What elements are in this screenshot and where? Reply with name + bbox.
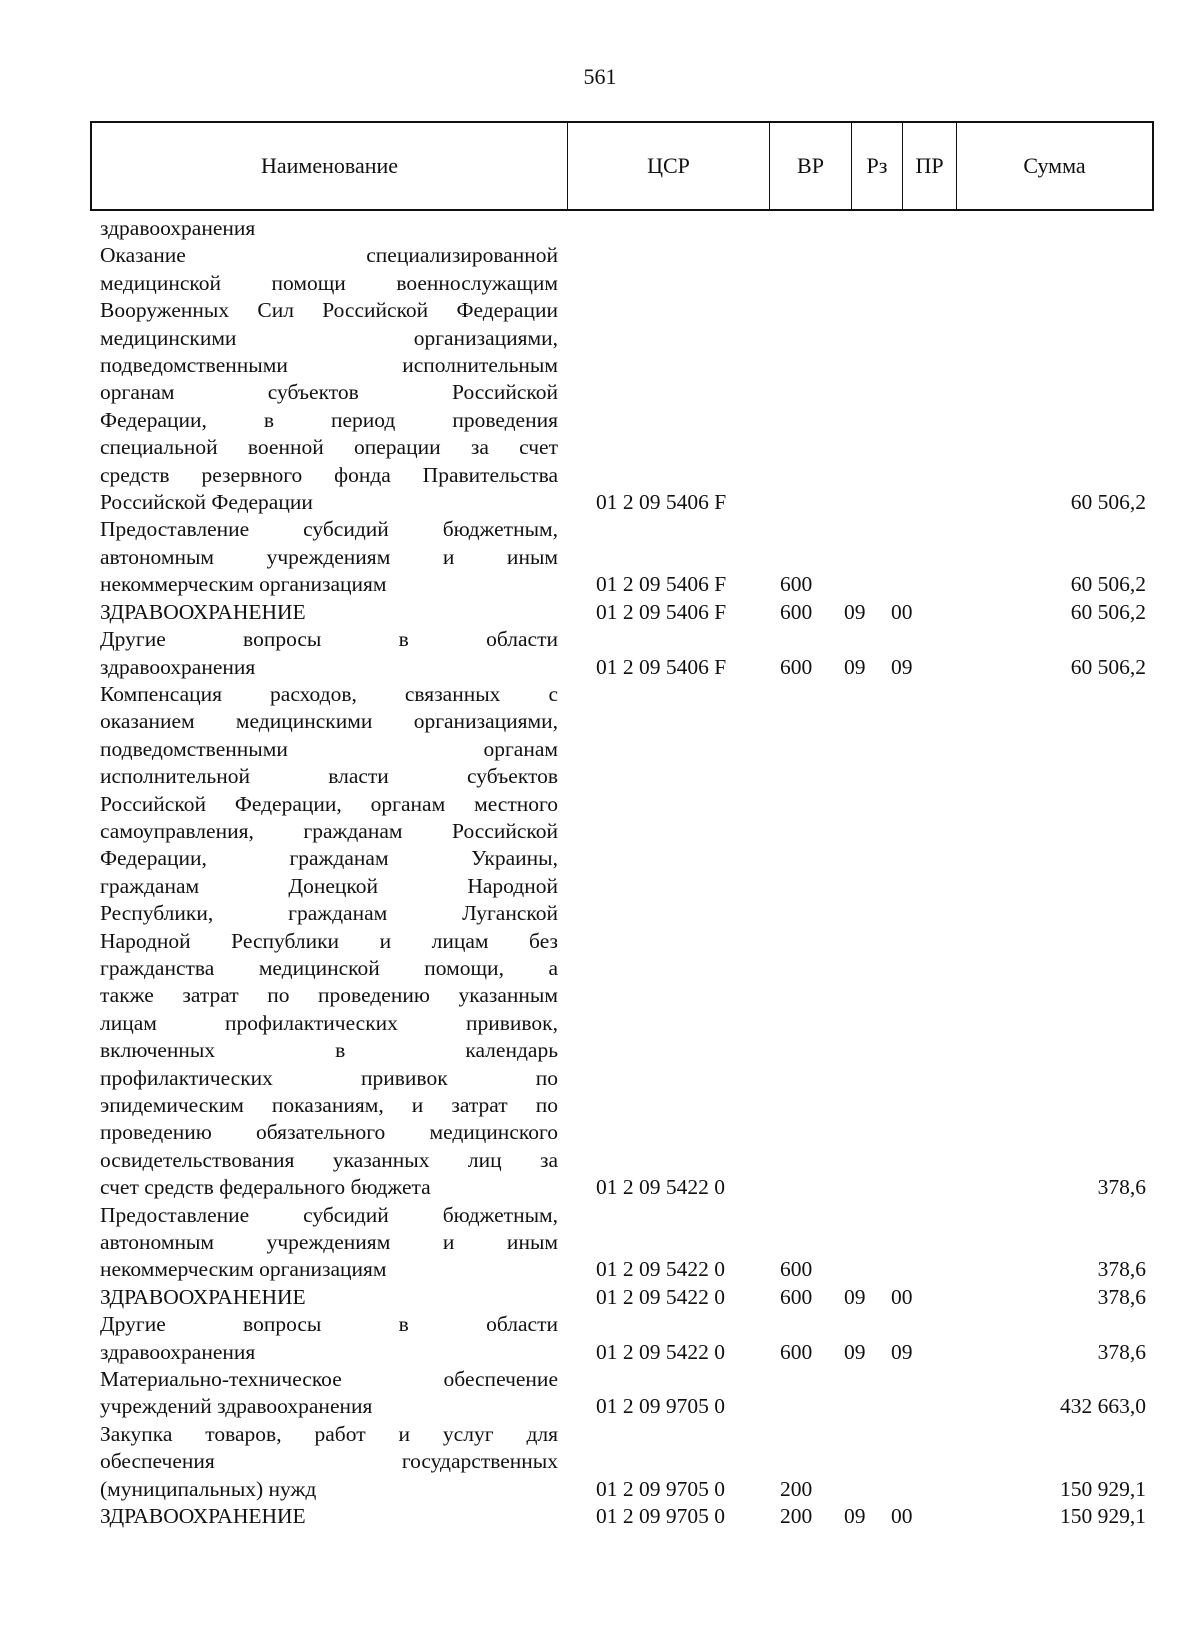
row-vr: 200	[780, 1504, 813, 1529]
table-row	[100, 1284, 1146, 1311]
row-name-line: медицинскими организациями,	[100, 325, 558, 350]
table-row	[100, 1421, 1146, 1503]
header-pr: ПР	[903, 123, 957, 209]
row-name-line: ЗДРАВООХРАНЕНИЕ	[100, 1504, 306, 1529]
row-name-line: учреждений здравоохранения	[100, 1394, 373, 1419]
row-csr: 01 2 09 5406 F	[596, 599, 727, 624]
row-name-line: исполнительной власти субъектов	[100, 764, 558, 789]
table-row	[100, 516, 1146, 598]
row-name-line: автономным учреждениям и иным	[100, 1230, 558, 1255]
header-csr: ЦСР	[568, 123, 770, 209]
table-row	[100, 1311, 1146, 1366]
row-name-line: Оказание специализированной	[100, 243, 558, 268]
row-name-line: включенных в календарь	[100, 1038, 558, 1063]
row-name-line: самоуправления, гражданам Российской	[100, 818, 558, 843]
table-header	[90, 121, 1154, 211]
row-csr: 01 2 09 9705 0	[596, 1476, 725, 1501]
row-sum: 378,6	[1097, 1175, 1146, 1200]
row-name	[100, 1366, 558, 1421]
header-rz: Рз	[852, 123, 903, 209]
row-vr: 600	[780, 654, 813, 679]
row-name-line: Российской Федерации, органам местного	[100, 791, 558, 816]
table-row	[100, 599, 1146, 626]
row-pr: 09	[891, 654, 913, 679]
row-name-line: ЗДРАВООХРАНЕНИЕ	[100, 599, 306, 624]
row-name-line: лицам профилактических прививок,	[100, 1010, 558, 1035]
row-name-line: Компенсация расходов, связанных с	[100, 681, 558, 706]
row-sum: 60 506,2	[1070, 572, 1146, 597]
row-vr: 600	[780, 1284, 813, 1309]
row-name	[100, 599, 558, 626]
table-body	[100, 215, 1146, 1531]
row-sum: 432 663,0	[1060, 1394, 1146, 1419]
row-rz: 09	[844, 1284, 866, 1309]
table-row	[100, 1503, 1146, 1530]
table-row	[100, 1366, 1146, 1421]
row-rz: 09	[844, 654, 866, 679]
row-name-line: подведомственными органам	[100, 736, 558, 761]
row-csr: 01 2 09 9705 0	[596, 1504, 725, 1529]
row-rz: 09	[844, 599, 866, 624]
row-name-line: средств резервного фонда Правительства	[100, 462, 558, 487]
row-name-line: некоммерческим организациям	[100, 572, 387, 597]
table-row	[100, 626, 1146, 681]
row-csr: 01 2 09 5422 0	[596, 1339, 725, 1364]
row-name-line: ЗДРАВООХРАНЕНИЕ	[100, 1284, 306, 1309]
row-sum: 378,6	[1097, 1339, 1146, 1364]
page-number: 561	[583, 64, 617, 89]
row-vr: 200	[780, 1476, 813, 1501]
row-name-line: проведению обязательного медицинского	[100, 1120, 558, 1145]
row-csr: 01 2 09 5406 F	[596, 490, 727, 515]
row-name-line: Республики, гражданам Луганской	[100, 901, 558, 926]
row-name-line: гражданства медицинской помощи, а	[100, 955, 558, 980]
row-name-line: эпидемическим показаниям, и затрат по	[100, 1093, 558, 1117]
row-vr: 600	[780, 1339, 813, 1364]
row-name-line: счет средств федерального бюджета	[100, 1175, 431, 1200]
row-name-line: Предоставление субсидий бюджетным,	[100, 517, 558, 542]
row-name-line: некоммерческим организациям	[100, 1257, 387, 1282]
row-csr: 01 2 09 5406 F	[596, 654, 727, 679]
row-pr: 00	[891, 599, 913, 624]
table-row	[100, 215, 1146, 242]
row-name-line: Материально-техническое обеспечение	[100, 1367, 558, 1392]
row-name-line: здравоохранения	[100, 216, 256, 240]
row-sum: 378,6	[1097, 1257, 1146, 1282]
row-sum: 150 929,1	[1060, 1504, 1146, 1529]
row-name	[100, 242, 558, 516]
row-name-line: Федерации, гражданам Украины,	[100, 846, 558, 871]
row-name-line: здравоохранения	[100, 654, 256, 679]
row-name-line: медицинской помощи военнослужащим	[100, 270, 558, 295]
row-name-line: здравоохранения	[100, 1339, 256, 1364]
row-name-line: обеспечения государственных	[100, 1449, 558, 1474]
row-name-line: освидетельствования указанных лиц за	[100, 1147, 558, 1172]
row-name-line: Другие вопросы в области	[100, 627, 558, 652]
row-vr: 600	[780, 599, 813, 624]
row-csr: 01 2 09 5422 0	[596, 1175, 725, 1200]
row-name	[100, 626, 558, 681]
row-name-line: гражданам Донецкой Народной	[100, 873, 558, 898]
row-name-line: Закупка товаров, работ и услуг для	[100, 1421, 558, 1446]
row-name	[100, 215, 558, 242]
row-csr: 01 2 09 5406 F	[596, 572, 727, 597]
row-name-line: органам субъектов Российской	[100, 380, 558, 405]
row-name-line: Народной Республики и лицам без	[100, 928, 558, 953]
row-name-line: оказанием медицинскими организациями,	[100, 709, 558, 734]
header-vr: ВР	[770, 123, 852, 209]
row-rz: 09	[844, 1339, 866, 1364]
table-row	[100, 242, 1146, 516]
row-name-line: подведомственными исполнительным	[100, 353, 558, 378]
row-vr: 600	[780, 572, 813, 597]
row-sum: 150 929,1	[1060, 1476, 1146, 1501]
row-vr: 600	[780, 1257, 813, 1282]
row-rz: 09	[844, 1504, 866, 1529]
row-name	[100, 516, 558, 598]
row-name	[100, 1202, 558, 1284]
header-sum: Сумма	[1023, 153, 1086, 178]
row-sum: 60 506,2	[1070, 654, 1146, 679]
row-csr: 01 2 09 9705 0	[596, 1394, 725, 1419]
row-name	[100, 1311, 558, 1366]
row-csr: 01 2 09 5422 0	[596, 1257, 725, 1282]
table-row	[100, 1202, 1146, 1284]
row-sum: 378,6	[1097, 1284, 1146, 1309]
row-pr: 00	[891, 1284, 913, 1309]
row-name-line: Федерации, в период проведения	[100, 407, 558, 432]
row-sum: 60 506,2	[1070, 599, 1146, 624]
row-name-line: профилактических прививок по	[100, 1065, 558, 1090]
row-pr: 00	[891, 1504, 913, 1529]
row-csr: 01 2 09 5422 0	[596, 1284, 725, 1309]
row-name-line: Российской Федерации	[100, 490, 313, 515]
row-sum: 60 506,2	[1070, 490, 1146, 515]
row-name-line: Предоставление субсидий бюджетным,	[100, 1202, 558, 1227]
header-name: Наименование	[92, 123, 568, 209]
row-name-line: специальной военной операции за счет	[100, 435, 558, 460]
row-name	[100, 681, 558, 1202]
table-row	[100, 681, 1146, 1202]
row-name	[100, 1503, 558, 1530]
row-name-line: Другие вопросы в области	[100, 1312, 558, 1337]
row-pr: 09	[891, 1339, 913, 1364]
row-name	[100, 1284, 558, 1311]
row-name-line: также затрат по проведению указанным	[100, 983, 558, 1008]
row-name-line: (муниципальных) нужд	[100, 1476, 317, 1501]
row-name-line: Вооруженных Сил Российской Федерации	[100, 298, 558, 323]
row-name-line: автономным учреждениям и иным	[100, 544, 558, 569]
row-name	[100, 1421, 558, 1503]
